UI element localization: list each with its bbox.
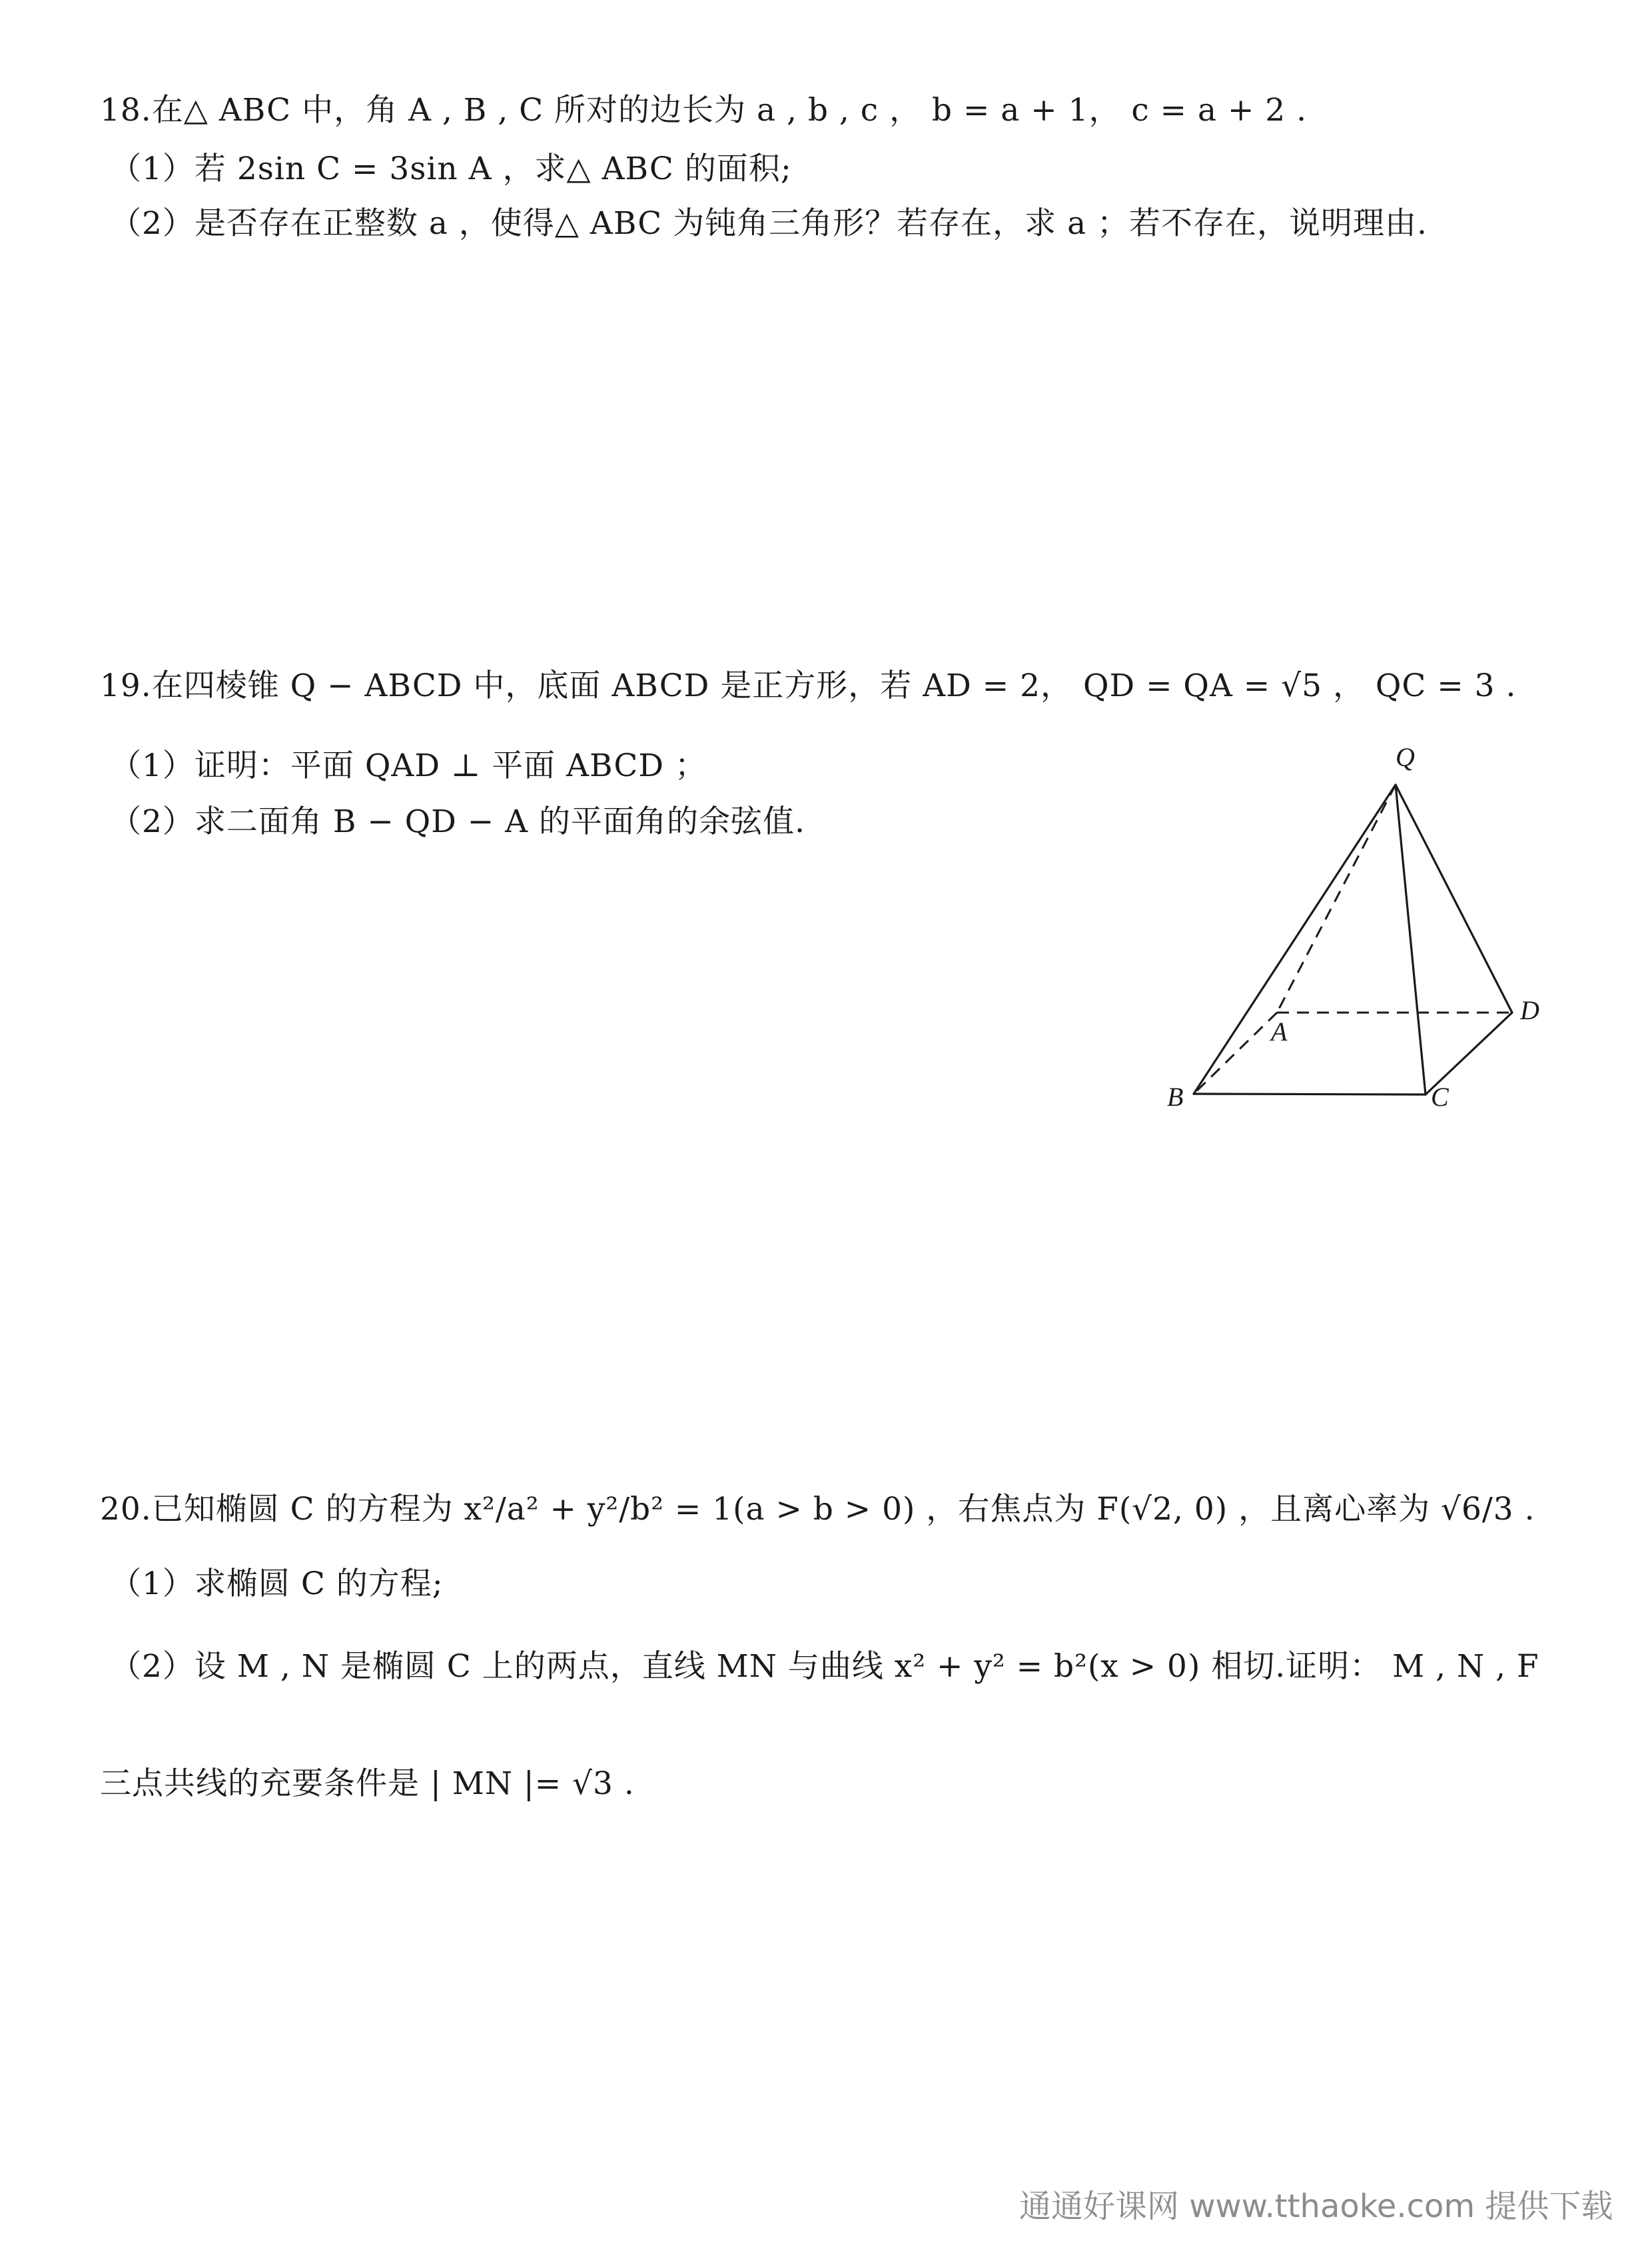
problem-20-part-2-continuation: 三点共线的充要条件是 | MN |= √3 . [100,1765,635,1802]
edge-QA-hidden [1277,785,1396,1013]
vertex-label-Q: Q [1396,742,1415,772]
problem-18-part-2: （2）是否存在正整数 a ，使得△ ABC 为钝角三角形？若存在，求 a ；若不存在，说明理由. [110,205,1428,242]
problem-19-part-1: （1）证明：平面 QAD ⊥ 平面 ABCD ； [110,747,707,784]
problem-20-part-1: （1）求椭圆 C 的方程; [110,1566,444,1602]
problem-20-part-2: （2）设 M , N 是椭圆 C 上的两点，直线 MN 与曲线 x² + y² = b²(x > 0) 相切.证明： M , N , F [110,1648,1539,1685]
problem-19-stem: 19.在四棱锥 Q − ABCD 中，底面 ABCD 是正方形，若 AD = 2， QD = QA = √5 ， QC = 3 . [100,668,1517,704]
vertex-label-A: A [1271,1017,1288,1047]
pyramid-hidden-edges [1194,785,1512,1094]
problem-19-part-2: （2）求二面角 B − QD − A 的平面角的余弦值. [110,803,805,840]
problem-18-stem: 18.在△ ABC 中，角 A , B , C 所对的边长为 a , b , c ， b = a + 1， c = a + 2 . [100,92,1308,129]
problem-20-stem: 20.已知椭圆 C 的方程为 x²/a² + y²/b² = 1(a > b > 0) ，右焦点为 F(√2, 0) ，且离心率为 √6/3 . [100,1491,1535,1528]
vertex-label-C: C [1431,1082,1449,1112]
footer-watermark: 通通好课网 www.tthaoke.com 提供下载 [1019,2188,1613,2225]
edge-QD [1396,785,1512,1013]
edge-QB [1194,785,1396,1094]
problem-18-part-1: （1）若 2sin C = 3sin A ，求△ ABC 的面积; [110,151,792,187]
vertex-label-B: B [1167,1082,1184,1112]
edge-QC [1396,785,1426,1095]
edge-AB-hidden [1194,1013,1277,1094]
edge-BC [1194,1094,1426,1095]
pyramid-figure [1159,739,1559,1126]
vertex-label-D: D [1520,995,1539,1025]
